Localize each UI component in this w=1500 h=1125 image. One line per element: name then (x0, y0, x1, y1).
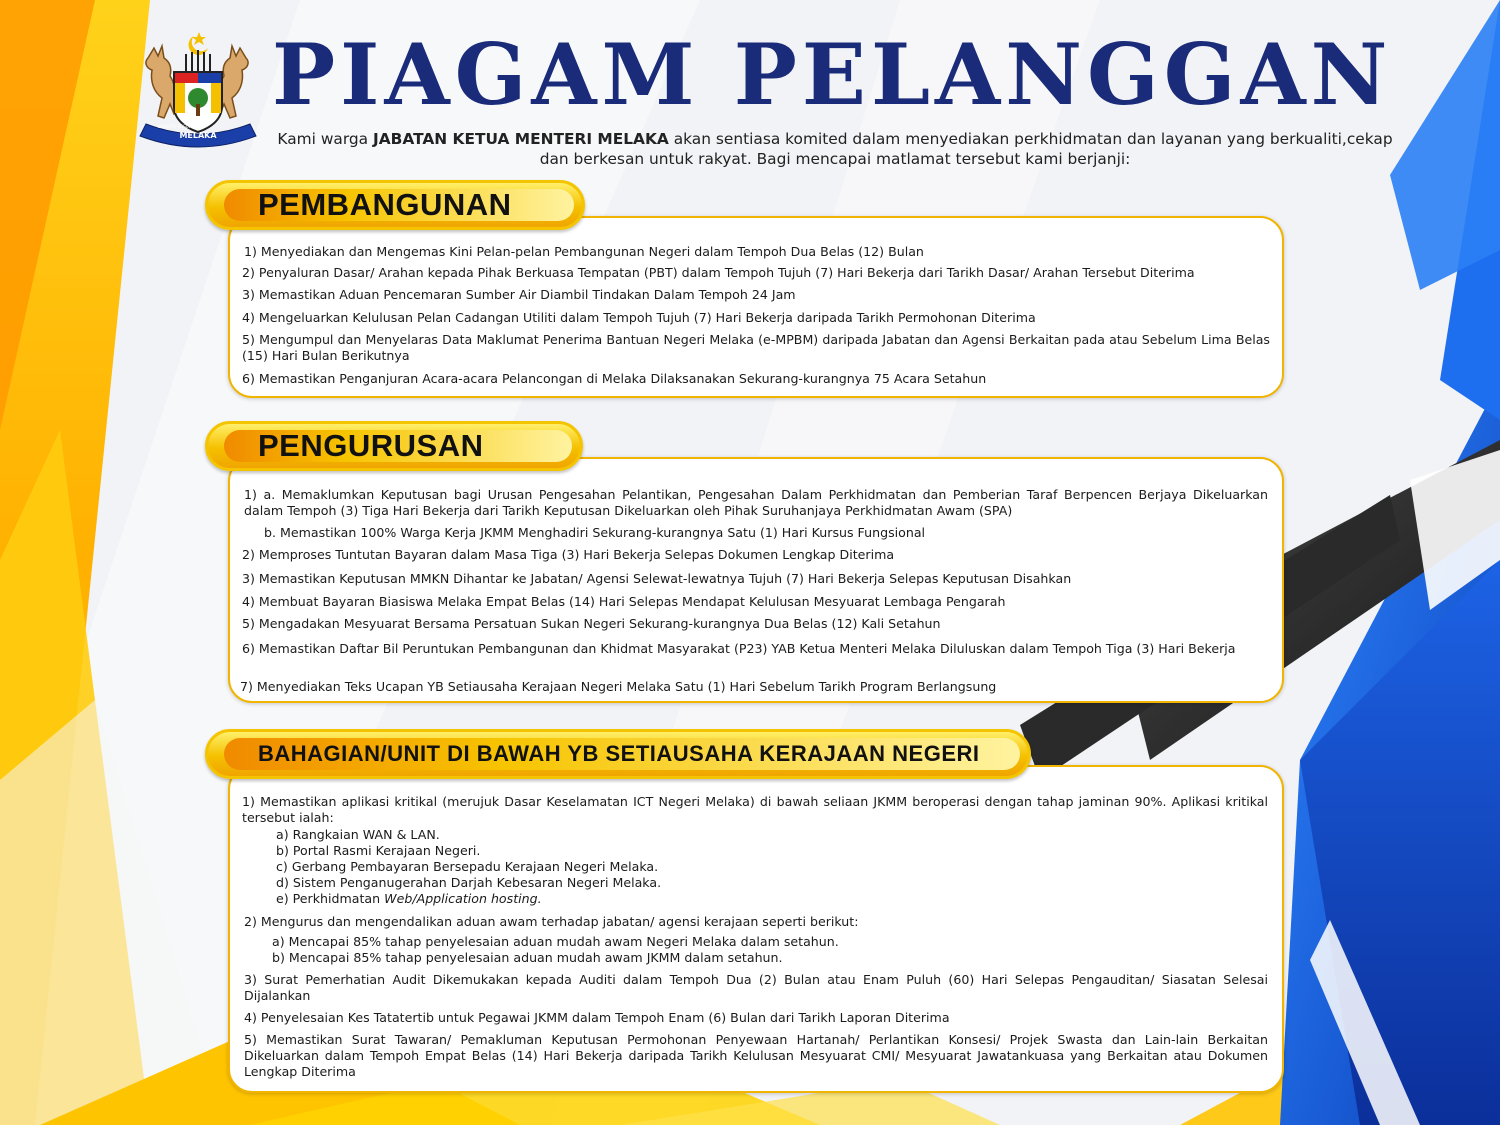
list-item: 4) Mengeluarkan Kelulusan Pelan Cadangan Utiliti dalam Tempoh Tujuh (7) Hari Bekerja daripada Tarikh Permohonan Diterima (242, 310, 1036, 325)
list-item: 3) Memastikan Aduan Pencemaran Sumber Air Diambil Tindakan Dalam Tempoh 24 Jam (242, 287, 796, 302)
intro-pre: Kami warga (277, 130, 373, 148)
list-item: 4) Membuat Bayaran Biasiswa Melaka Empat Belas (14) Hari Selepas Mendapat Kelulusan Mesyuarat Lembaga Pengarah (242, 594, 1006, 609)
list-item: 1) a. Memaklumkan Keputusan bagi Urusan Pengesahan Pelantikan, Pengesahan Dalam Perkhidmatan dan Pemberian Taraf Berpencen Berjaya Dikeluarkan dalam Tempoh (3) Tiga Hari Bekerja dari Tarikh Keputusan Dikeluarkan oleh Pihak Suruhanjaya Perkhidmatan Awam (SPA) (244, 487, 1268, 518)
panel-pembangunan (228, 216, 1284, 398)
list-item: 2) Mengurus dan mengendalikan aduan awam terhadap jabatan/ agensi kerajaan seperti berikut: (244, 914, 859, 929)
panel-pengurusan (228, 457, 1284, 703)
sub-list-item (276, 891, 542, 907)
melaka-crest-logo (128, 28, 266, 156)
section-tab-pengurusan (205, 421, 583, 471)
section-title-pengurusan: PENGURUSAN (258, 428, 484, 463)
list-item: 4) Penyelesaian Kes Tatatertib untuk Pegawai JKMM dalam Tempoh Enam (6) Bulan dari Tarikh Laporan Diterima (244, 1010, 950, 1025)
intro-post: akan sentiasa komited dalam menyediakan perkhidmatan dan layanan yang berkualiti,cekap dan berkesan untuk rakyat. Bagi mencapai matlamat tersebut kami berjanji: (539, 130, 1393, 168)
sub-list-item-text: e) Perkhidmatan (276, 891, 385, 906)
sub-list-item: d) Sistem Penganugerahan Darjah Kebesaran Negeri Melaka. (276, 875, 662, 890)
sub-list-item: c) Gerbang Pembayaran Bersepadu Kerajaan Negeri Melaka. (276, 859, 659, 874)
section-title-pembangunan: PEMBANGUNAN (258, 187, 512, 222)
sub-list-item: a) Rangkaian WAN & LAN. (276, 827, 440, 842)
list-item: 7) Menyediakan Teks Ucapan YB Setiausaha Kerajaan Negeri Melaka Satu (1) Hari Sebelum Tarikh Program Berlangsung (240, 679, 997, 694)
intro-bold: JABATAN KETUA MENTERI MELAKA (373, 130, 669, 148)
list-item: b. Memastikan 100% Warga Kerja JKMM Menghadiri Sekurang-kurangnya Satu (1) Hari Kursus Fungsional (264, 525, 926, 540)
intro-text (265, 129, 1405, 169)
svg-text:MELAKA: MELAKA (179, 131, 217, 140)
sub-list-item: b) Portal Rasmi Kerajaan Negeri. (276, 843, 481, 858)
list-item: 6) Memastikan Daftar Bil Peruntukan Pembangunan dan Khidmat Masyarakat (P23) YAB Ketua Menteri Melaka Diluluskan dalam Tempoh Tiga (3) Hari Bekerja (242, 641, 1236, 656)
section-tab-bahagian-unit (205, 729, 1031, 779)
list-item: 2) Penyaluran Dasar/ Arahan kepada Pihak Berkuasa Tempatan (PBT) dalam Tempoh Tujuh (7) Hari Bekerja dari Tarikh Dasar/ Arahan Tersebut Diterima (242, 265, 1195, 280)
page-title: PIAGAM PELANGGAN (272, 25, 1393, 124)
sub-list-item: a) Mencapai 85% tahap penyelesaian aduan mudah awam Negeri Melaka dalam setahun. (272, 934, 839, 949)
section-tab-pembangunan (205, 180, 585, 230)
svg-text:BERSATU TEGUH: BERSATU TEGUH (158, 124, 192, 129)
list-item: 5) Mengadakan Mesyuarat Bersama Persatuan Sukan Negeri Sekurang-kurangnya Dua Belas (12) Kali Setahun (242, 616, 941, 631)
panel-bahagian-unit (228, 765, 1284, 1093)
sub-list-item: b) Mencapai 85% tahap penyelesaian aduan mudah awam JKMM dalam setahun. (272, 950, 783, 965)
list-item: 2) Memproses Tuntutan Bayaran dalam Masa Tiga (3) Hari Bekerja Selepas Dokumen Lengkap Diterima (242, 547, 895, 562)
list-item: 5) Mengumpul dan Menyelaras Data Maklumat Penerima Bantuan Negeri Melaka (e-MPBM) daripada Jabatan dan Agensi Berkaitan pada atau Sebelum Lima Belas (15) Hari Bulan Berikutnya (242, 332, 1270, 363)
list-item: 6) Memastikan Penganjuran Acara-acara Pelancongan di Melaka Dilaksanakan Sekurang-kurangnya 75 Acara Setahun (242, 371, 987, 386)
list-item: 1) Memastikan aplikasi kritikal (merujuk Dasar Keselamatan ICT Negeri Melaka) di bawah seliaan JKMM beroperasi dengan tahap jaminan 90%. Aplikasi kritikal tersebut ialah: (242, 794, 1268, 825)
list-item: 1) Menyediakan dan Mengemas Kini Pelan-pelan Pembangunan Negeri dalam Tempoh Dua Belas (12) Bulan (244, 244, 924, 259)
list-item: 3) Surat Pemerhatian Audit Dikemukakan kepada Auditi dalam Tempoh Dua (2) Bulan atau Enam Puluh (60) Hari Selepas Pengauditan/ Siasatan Selesai Dijalankan (244, 972, 1268, 1003)
list-item: 3) Memastikan Keputusan MMKN Dihantar ke Jabatan/ Agensi Selewat-lewatnya Tujuh (7) Hari Bekerja Selepas Keputusan Disahkan (242, 571, 1072, 586)
section-title-bahagian-unit: BAHAGIAN/UNIT DI BAWAH YB SETIAUSAHA KERAJAAN NEGERI (258, 741, 980, 766)
sub-list-item-italic: Web/Application hosting. (384, 891, 542, 906)
list-item: 5) Memastikan Surat Tawaran/ Pemakluman Keputusan Permohonan Penyewaan Hartanah/ Perlantikan Konsesi/ Projek Swasta dan Lain-lain Berkaitan Dikeluarkan dalam Tempoh Empat Belas (14) Hari Bekerja daripada Tarikh Kelulusan Mesyuarat CMI/ Mesyuarat Jawatankuasa yang Berkaitan atau Dokumen Lengkap Diterima (244, 1032, 1268, 1079)
